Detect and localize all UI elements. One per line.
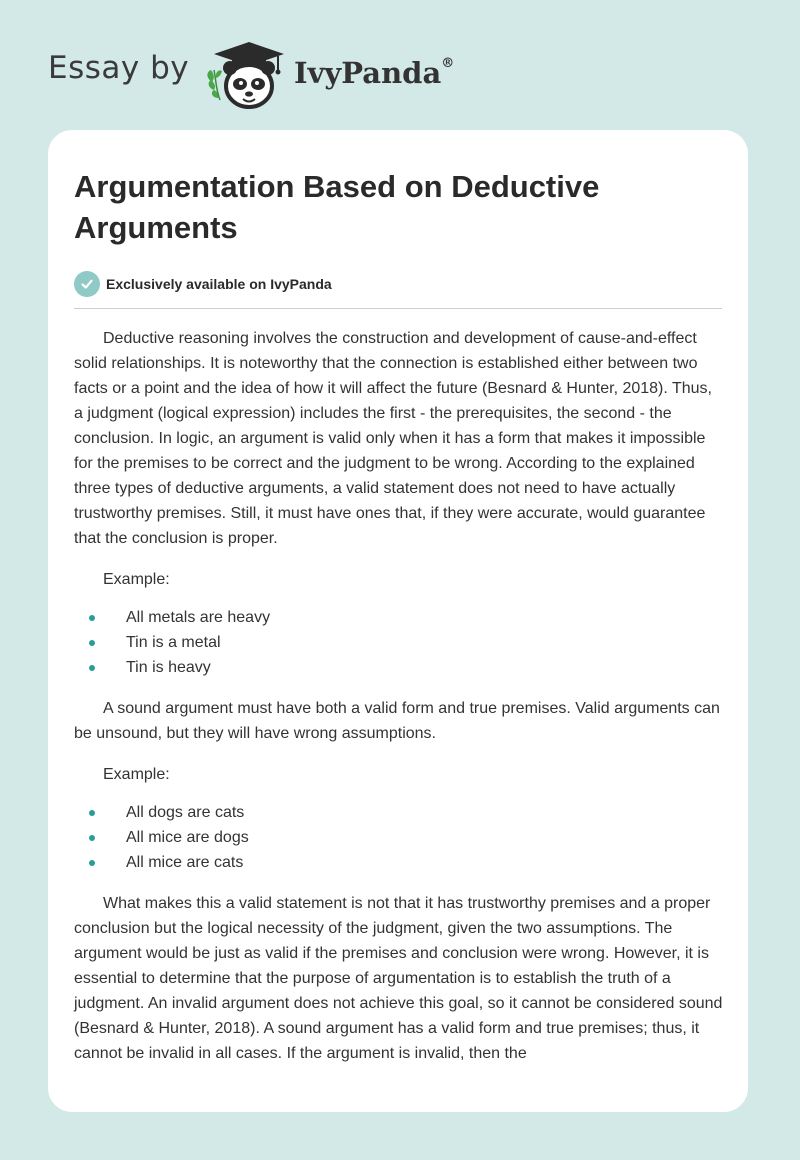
- paragraph: What makes this a valid statement is not that it has trustworthy premises and a proper conclusion but the logical necessity of the judgment, given the two assumptions. The argument would be just as valid if the premises and conclusion were wrong. However, it is essential to determine that the purpose of argumentation is to establish the truth of a judgment. An invalid argument does not achieve this goal, so it cannot be considered sound (Besnard & Hunter, 2018). A sound argument has a valid form and true premises; thus, it cannot be invalid in all cases. If the argument is invalid, then the: [74, 895, 723, 1062]
- list-item: All dogs are cats: [74, 800, 724, 825]
- divider: [74, 308, 722, 309]
- bullet-icon: [89, 640, 95, 646]
- list-item: All metals are heavy: [74, 605, 724, 630]
- bullet-icon: [89, 860, 95, 866]
- example-list: [74, 605, 724, 680]
- bullet-icon: [89, 615, 95, 621]
- bullet-icon: [89, 810, 95, 816]
- list-item: All mice are cats: [74, 850, 724, 875]
- bullet-icon: [89, 835, 95, 841]
- bullet-icon: [89, 665, 95, 671]
- site-header: [48, 36, 468, 112]
- essay-body: [74, 326, 724, 1066]
- exclusive-badge: [74, 270, 722, 298]
- exclusive-label: Exclusively available on IvyPanda: [106, 276, 332, 292]
- brand-name[interactable]: IvyPanda®: [294, 56, 455, 90]
- list-item: Tin is heavy: [74, 655, 724, 680]
- list-item: All mice are dogs: [74, 825, 724, 850]
- check-icon: [74, 271, 100, 297]
- list-item: Tin is a metal: [74, 630, 724, 655]
- example-list: [74, 800, 724, 875]
- panda-logo-icon[interactable]: [202, 38, 288, 110]
- essay-by-label: Essay by: [48, 50, 190, 86]
- essay-card: [48, 130, 748, 1112]
- paragraph: A sound argument must have both a valid form and true premises. Valid arguments can be unsound, but they will have wrong assumptions.: [74, 700, 720, 742]
- example-label: Example:: [103, 766, 170, 783]
- example-label: Example:: [103, 571, 170, 588]
- paragraph: Deductive reasoning involves the construction and development of cause-and-effect solid relationships. It is noteworthy that the connection is established either between two facts or a point and the idea of how it will affect the future (Besnard & Hunter, 2018). Thus, a judgment (logical expression) includes the first - the prerequisites, the second - the conclusion. In logic, an argument is valid only when it has a form that makes it impossible for the premises to be correct and the judgment to be wrong. According to the explained three types of deductive arguments, a valid statement does not need to have actually trustworthy premises. Still, it must have ones that, if they were accurate, would guarantee that the conclusion is proper.: [74, 330, 712, 547]
- page-title: Argumentation Based on Deductive Arguments: [74, 169, 600, 245]
